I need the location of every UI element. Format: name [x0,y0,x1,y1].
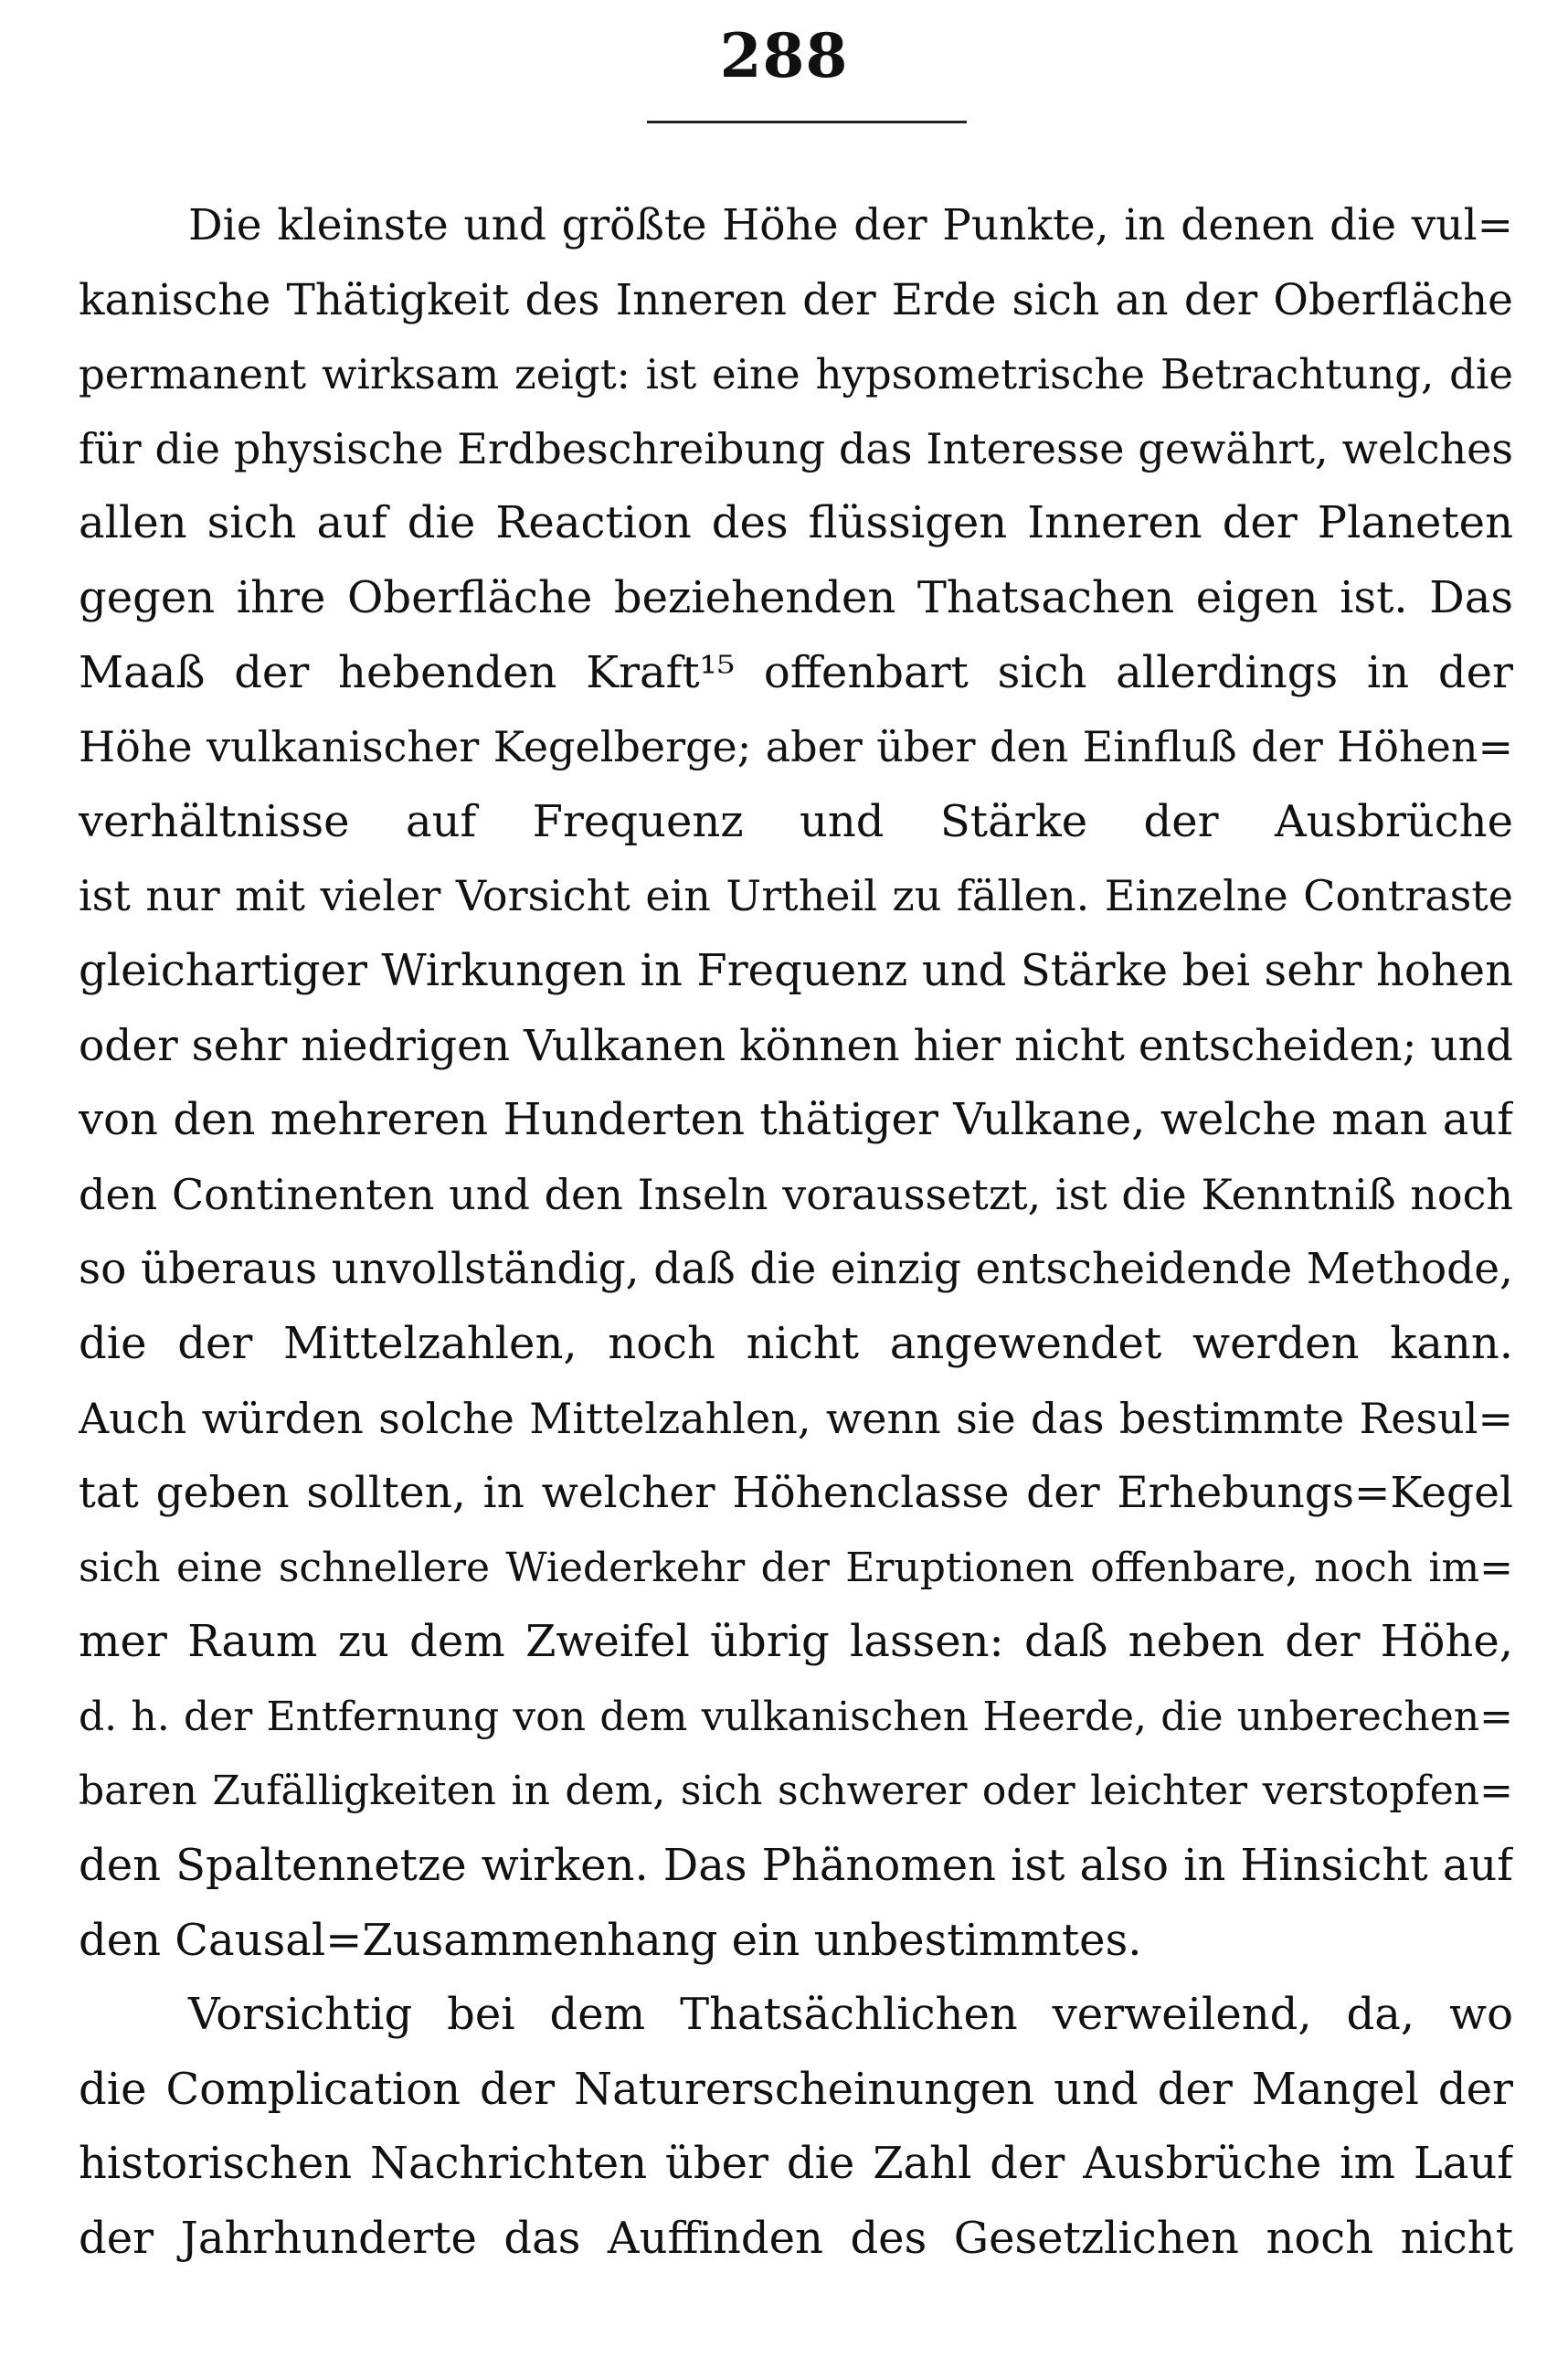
text-line: ist nur mit vieler Vorsicht ein Urtheil zu fällen. Einzelne Contraste [79,871,1513,921]
text-line: Auch würden solche Mittelzahlen, wenn sie das bestimmte Resul= [79,1393,1513,1443]
text-line: Die kleinste und größte Höhe der Punkte, in denen die vul= [188,200,1513,250]
text-line: den Causal=Zusammenhang ein unbestimmtes. [79,1914,1142,1966]
body-text [79,188,1513,2277]
text-line: den Spaltennetze wirken. Das Phänomen ist also in Hinsicht auf [79,1840,1513,1892]
text-line: Vorsichtig bei dem Thatsächlichen verweilend, da, wo [188,1989,1513,2041]
text-line: den Continenten und den Inseln voraussetzt, ist die Kenntniß noch [79,1169,1513,1219]
page-number: 288 [719,20,849,91]
text-line: sich eine schnellere Wiederkehr der Eruptionen offenbare, noch im= [79,1544,1513,1591]
text-line: von den mehreren Hunderten thätiger Vulkane, welche man auf [79,1094,1513,1146]
text-line: gegen ihre Oberfläche beziehenden Thatsachen eigen ist. Das [79,571,1513,623]
text-line: allen sich auf die Reaction des flüssigen Inneren der Planeten [79,497,1513,549]
text-line: Höhe vulkanischer Kegelberge; aber über den Einfluß der Höhen= [79,722,1513,772]
text-line: d. h. der Entfernung von dem vulkanischen Heerde, die unberechen= [79,1693,1513,1740]
text-line: permanent wirksam zeigt: ist eine hypsometrische Betrachtung, die [79,350,1513,399]
text-line: historischen Nachrichten über die Zahl der Ausbrüche im Lauf [79,2138,1513,2190]
text-line: oder sehr niedrigen Vulkanen können hier nicht entscheiden; und [79,1020,1513,1071]
text-line: kanische Thätigkeit des Inneren der Erde sich an der Oberfläche [79,274,1513,325]
header-rule [647,121,967,123]
text-line: die der Mittelzahlen, noch nicht angewendet werden kann. [79,1317,1513,1369]
text-line: die Complication der Naturerscheinungen und der Mangel der [79,2063,1513,2115]
text-line: so überaus unvollständig, daß die einzig entscheidende Methode, [79,1244,1513,1295]
text-line: verhältnisse auf Frequenz und Stärke der Ausbrüche [79,795,1513,847]
text-line: Maaß der hebenden Kraft¹⁵ offenbart sich allerdings in der [79,646,1513,698]
text-line: baren Zufälligkeiten in dem, sich schwerer oder leichter verstopfen= [79,1768,1513,1815]
text-line: tat geben sollten, in welcher Höhenclasse der Erhebungs=Kegel [79,1468,1513,1519]
text-line: für die physische Erdbeschreibung das Interesse gewährt, welches [79,423,1513,473]
text-line: gleichartiger Wirkungen in Frequenz und Stärke bei sehr hohen [79,944,1513,996]
text-line: mer Raum zu dem Zweifel übrig lassen: daß neben der Höhe, [79,1616,1513,1668]
text-line: der Jahrhunderte das Auffinden des Gesetzlichen noch nicht [79,2213,1513,2265]
